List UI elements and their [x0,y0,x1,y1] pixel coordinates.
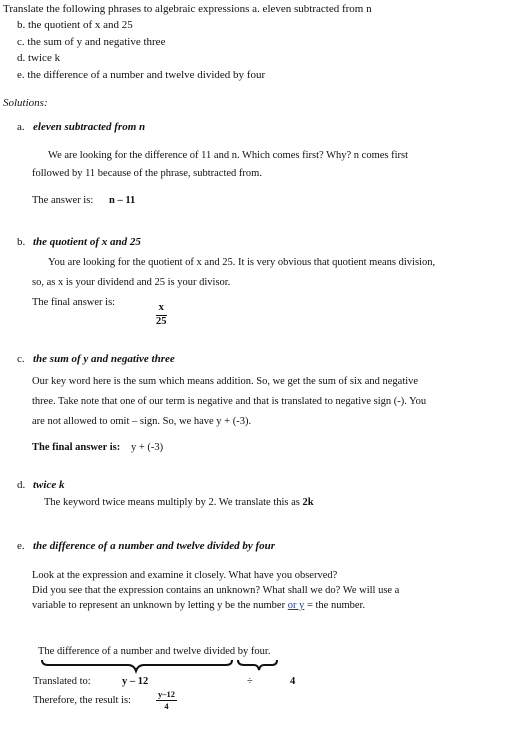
section-c-answer-label: The final answer is: [32,442,121,453]
section-a-text-2: followed by 11 because of the phrase, subtracted from. [32,168,262,179]
section-d-answer: 2k [302,497,314,508]
section-a-answer: n – 11 [109,195,136,206]
fraction-denominator: 25 [156,315,167,327]
section-b-text-2: so, as x is your dividend and 25 is your divisor. [32,277,231,288]
problem-item-e: e. the difference of a number and twelve divided by four [17,69,266,81]
section-e-result-fraction [156,690,177,710]
result-denominator: 4 [164,700,169,711]
section-e-text-3c: = the number. [306,600,366,611]
section-c-title: the sum of y and negative three [33,353,175,365]
problem-intro: Translate the following phrases to algebraic expressions a. eleven subtracted from n [3,3,372,15]
problem-item-b: b. the quotient of x and 25 [17,19,133,31]
section-b-marker: b. [17,236,26,248]
section-e-translated-label: Translated to: [33,676,91,687]
section-e-text-3b: or y [287,600,305,611]
section-b-title: the quotient of x and 25 [33,236,141,248]
braces [40,659,280,675]
section-e-result-label: Therefore, the result is: [33,695,131,706]
brace-right [238,660,277,670]
section-e-translated-left: y – 12 [122,676,149,687]
section-c-text-1: Our key word here is the sum which means addition. So, we get the sum of six and negative [32,376,419,387]
section-d-marker: d. [17,479,26,491]
section-e-marker: e. [17,540,25,552]
solutions-label: Solutions: [3,97,48,109]
section-b-answer-label: The final answer is: [32,297,116,308]
section-e-text-1: Look at the expression and examine it closely. What have you observed? [32,570,338,581]
section-a-answer-label: The answer is: [32,195,94,206]
result-numerator: y–12 [158,689,175,699]
section-e-translated-op: ÷ [247,676,253,687]
section-e-text-3 [32,601,365,612]
section-d-text-1 [44,498,314,509]
section-d-text: The keyword twice means multiply by 2. We translate this as [44,497,300,508]
problem-item-d: d. twice k [17,52,61,64]
section-a-text-1: We are looking for the difference of 11 and n. Which comes first? Why? n comes first [48,150,409,161]
section-e-text-2: Did you see that the expression contains an unknown? What shall we do? We will use a [32,585,400,596]
section-b-text-1: You are looking for the quotient of x and 25. It is very obvious that quotient means division, [48,257,436,268]
section-c-text-3: are not allowed to omit – sign. So, we have y + (-3). [32,416,252,427]
section-e-text-3a: variable to represent an unknown by letting y be the number [32,600,286,611]
section-e-translated-right: 4 [290,676,296,687]
section-b-answer-fraction [156,303,167,327]
section-c-text-2: three. Take note that one of our term is negative and that is translated to negative sign (-). You [32,396,427,407]
section-a-title: eleven subtracted from n [33,121,146,133]
section-a-marker: a. [17,121,25,133]
brace-left [42,660,232,671]
section-d-title: twice k [33,479,65,491]
section-c-answer: y + (-3) [131,442,164,453]
section-e-title: the difference of a number and twelve divided by four [33,540,276,552]
section-c-marker: c. [17,353,25,365]
problem-item-c: c. the sum of y and negative three [17,36,166,48]
section-e-phrase: The difference of a number and twelve divided by four. [38,646,271,657]
fraction-numerator: x [156,303,167,316]
